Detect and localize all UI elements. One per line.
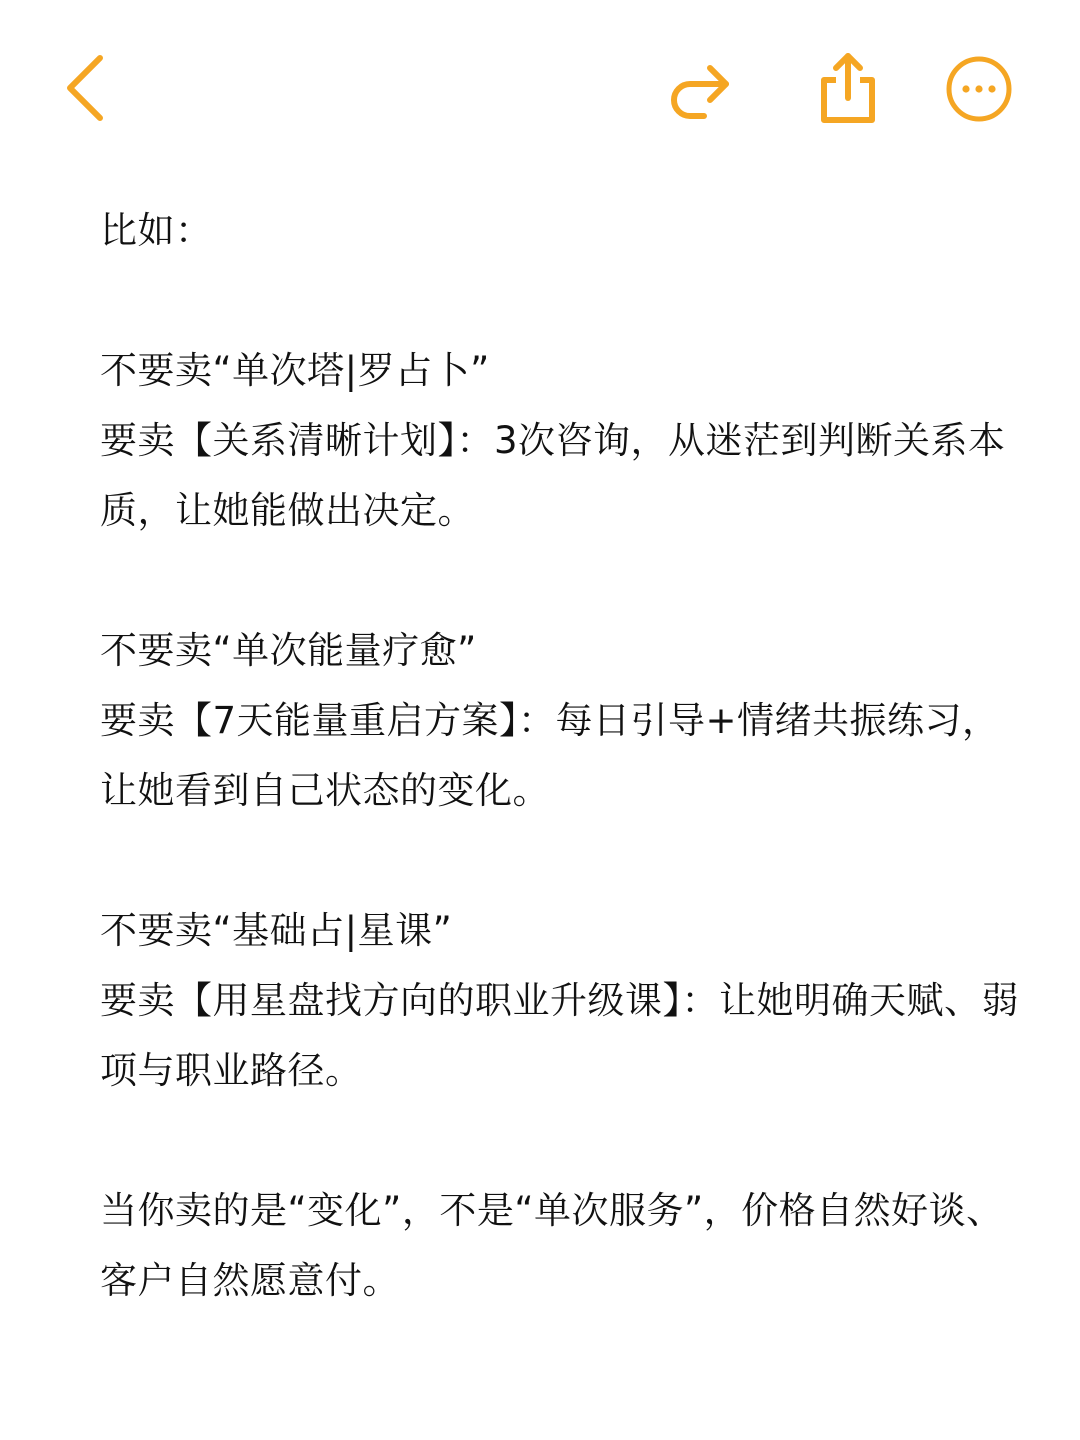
- redo-button[interactable]: [664, 52, 740, 124]
- note-line: 不要卖“单次能量疗愈”: [100, 629, 477, 672]
- chevron-left-icon: [58, 50, 114, 126]
- note-line: 要卖【关系清晰计划】：3次咨询，从迷茫到判断关系本质，让她能做出决定。: [100, 419, 1006, 532]
- note-line: 当你卖的是“变化”，不是“单次服务”，价格自然好谈、客户自然愿意付。: [100, 1189, 1004, 1302]
- note-body: [100, 196, 1030, 1316]
- note-toolbar: [0, 0, 1080, 170]
- redo-icon: [664, 52, 740, 124]
- note-line: 要卖【7天能量重启方案】：每日引导+情绪共振练习，让她看到自己状态的变化。: [100, 699, 1000, 812]
- blank-line: [100, 546, 1030, 616]
- back-button[interactable]: [58, 50, 114, 126]
- blank-line: [100, 266, 1030, 336]
- more-button[interactable]: [944, 54, 1014, 124]
- blank-line: [100, 1106, 1030, 1176]
- note-line: 要卖【用星盘找方向的职业升级课】：让她明确天赋、弱项与职业路径。: [100, 979, 1019, 1092]
- share-button[interactable]: [812, 48, 884, 128]
- note-line: 不要卖“基础占|星课”: [100, 909, 453, 952]
- more-icon: [944, 54, 1014, 124]
- share-icon: [812, 48, 884, 128]
- note-line: 比如：: [100, 209, 213, 252]
- blank-line: [100, 826, 1030, 896]
- note-line: 不要卖“单次塔|罗占卜”: [100, 349, 490, 392]
